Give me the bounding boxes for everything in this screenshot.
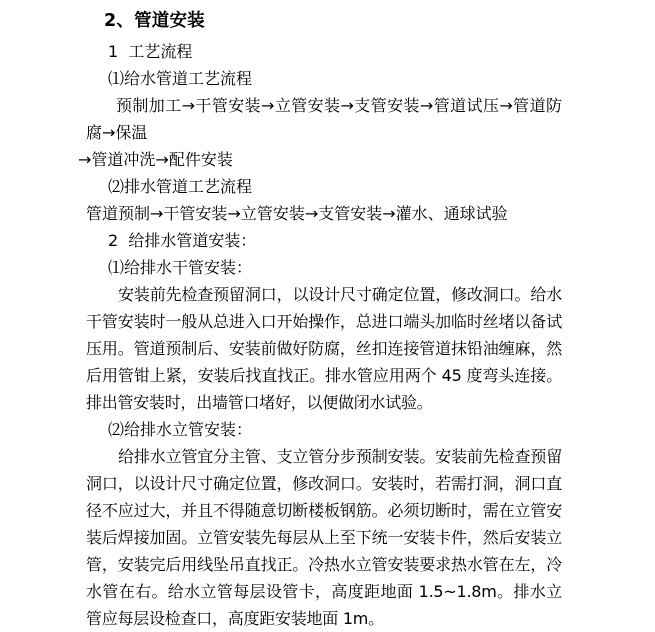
section-heading-pipe-installation: 2 给排水管道安装： (108, 231, 257, 250)
subsection-marker-water-supply-flow: ⑴给水管道工艺流程 (108, 69, 253, 88)
page-title: 2、管道安装 (104, 11, 205, 31)
subsection-marker-riser-pipe-installation: ⑵给排水立管安装： (108, 420, 253, 439)
flow-chart-line-drainage-1: 管道预制→干管安装→立管安装→支管安装→灌水、通球试验 (86, 204, 508, 223)
paragraph-riser-pipe-installation: 给排水立管宜分主管、支立管分步预制安装。安装前先检查预留洞口，以设计尺寸确定位置，修改洞口。安装时，若需打洞，洞口直径不应过大，并且不得随意切断楼板钢筋。必须切断时，需在立管安装后焊接加固。立管安装先每层从上至下统一安装卡件，然后安装立管，安装完后用线坠吊直找正。冷热水立管安装要求热水管在左，冷水管在右。给水立管每层设管卡，高度距地面 1.5~1.8m。排水立管应每层设检查口，高度距安装地面 1m。 (86, 447, 562, 628)
section-heading-process-flow: 1 工艺流程 (108, 42, 193, 61)
subsection-marker-main-pipe-installation: ⑴给排水干管安装： (108, 258, 253, 277)
flow-chart-line-water-supply-2: →管道冲洗→配件安装 (78, 150, 233, 169)
flow-chart-line-water-supply-1: 预制加工→干管安装→立管安装→支管安装→管道试压→管道防腐→保温 (86, 96, 562, 142)
subsection-marker-drainage-flow: ⑵排水管道工艺流程 (108, 177, 253, 196)
paragraph-main-pipe-installation: 安装前先检查预留洞口，以设计尺寸确定位置，修改洞口。给水干管安装时一般从总进入口开始操作，总进口端头加临时丝堵以备试压用。管道预制后、安装前做好防腐，丝扣连接管道抹铅油缠麻，然后用管钳上紧，安装后找直找正。排水管应用两个 45 度弯头连接。排出管安装时，出墙管口堵好，以便做闭水试验。 (86, 285, 562, 412)
